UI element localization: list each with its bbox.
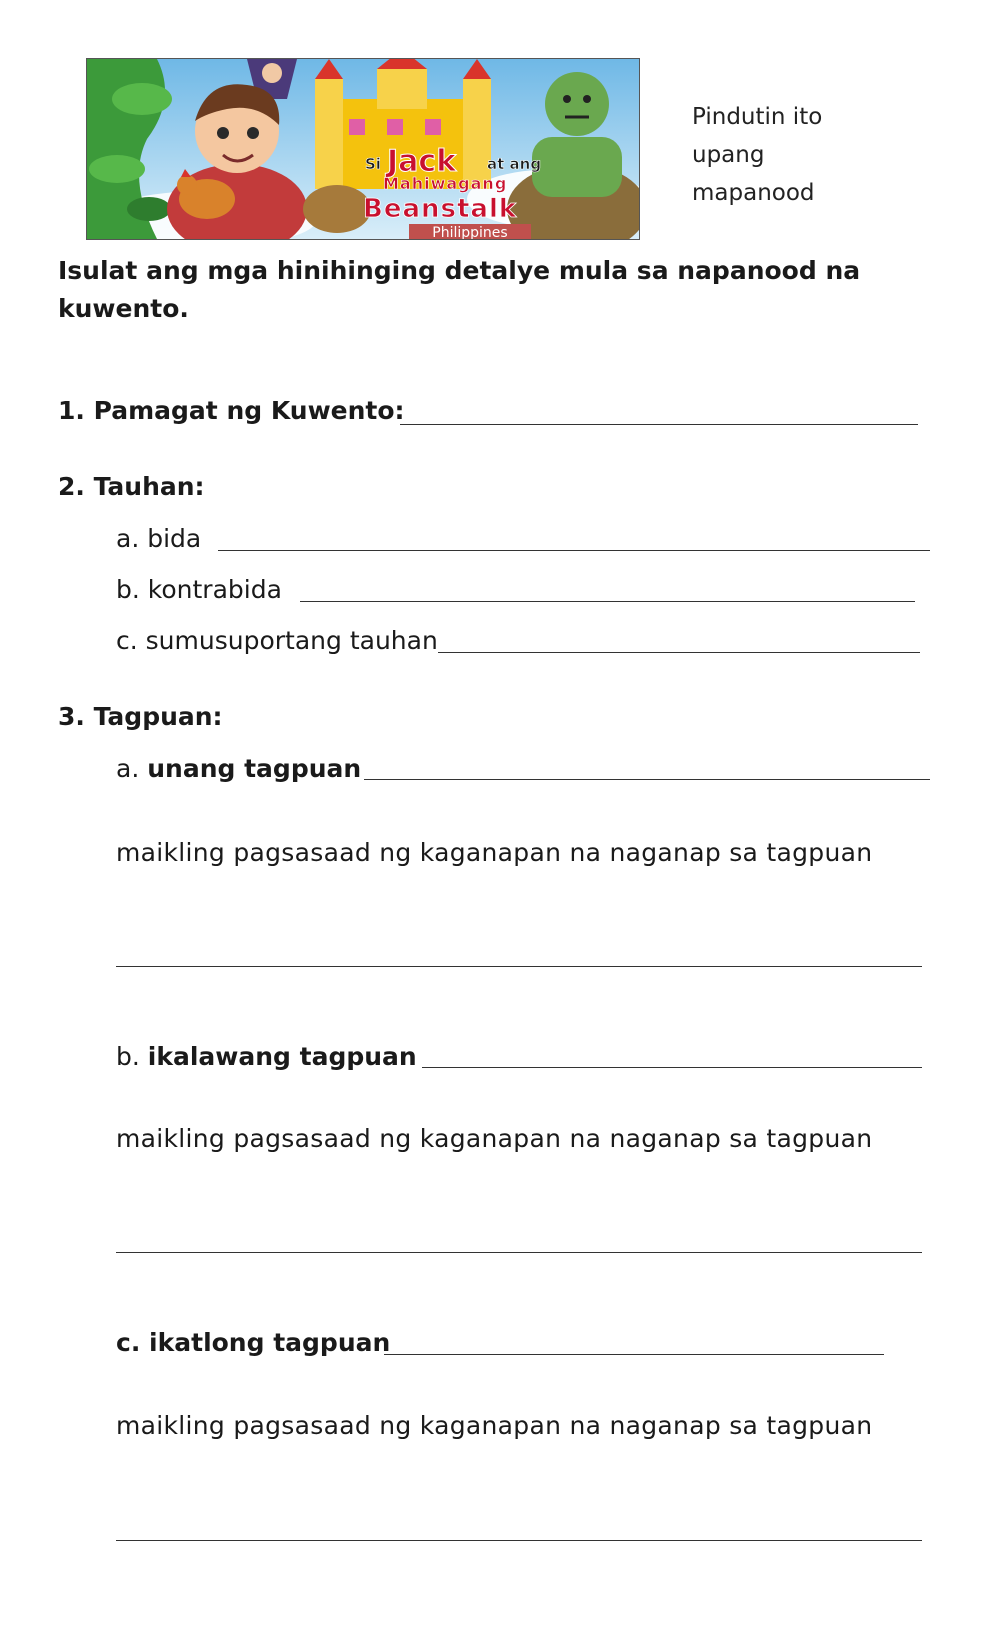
title-jack: Jack bbox=[387, 144, 457, 179]
q3-label: 3. Tagpuan: bbox=[58, 702, 223, 731]
thumbnail-illustration bbox=[87, 59, 639, 239]
link-line-2: upang bbox=[692, 142, 765, 168]
q2b-answer-line[interactable] bbox=[300, 601, 915, 602]
q3c-text: ikatlong tagpuan bbox=[149, 1328, 391, 1357]
instruction-text: Isulat ang mga hinihinging detalye mula sa napanood na kuwento. bbox=[58, 256, 861, 323]
title-beanstalk: Beanstalk bbox=[363, 194, 518, 224]
q3b-letter: b. bbox=[116, 1042, 140, 1071]
q2b-item bbox=[116, 575, 282, 605]
video-thumbnail[interactable] bbox=[86, 58, 640, 240]
title-mahiwagang: Mahiwagang bbox=[383, 174, 508, 193]
q3b-text: ikalawang tagpuan bbox=[147, 1042, 417, 1071]
watch-link-text[interactable] bbox=[692, 98, 892, 212]
q2c-text: sumusuportang tauhan bbox=[145, 626, 438, 655]
q2c-item bbox=[116, 626, 438, 656]
q2-label: 2. Tauhan: bbox=[58, 472, 205, 501]
title-at-ang: at ang bbox=[487, 155, 542, 173]
q2a-answer-line[interactable] bbox=[218, 550, 930, 551]
q3b-description-line[interactable] bbox=[116, 1252, 922, 1253]
link-line-1: Pindutin ito bbox=[692, 104, 823, 130]
q3c-description-line[interactable] bbox=[116, 1540, 922, 1541]
q3a-text: unang tagpuan bbox=[147, 754, 362, 783]
q3a-description: maikling pagsasaad ng kaganapan na naganap sa tagpuan bbox=[116, 838, 873, 867]
q3b-answer-line[interactable] bbox=[422, 1067, 922, 1068]
q1-label: 1. Pamagat ng Kuwento: bbox=[58, 396, 405, 425]
q1-answer-line[interactable] bbox=[400, 424, 918, 425]
q3c-letter: c. bbox=[116, 1328, 141, 1357]
q2b-letter: b. bbox=[116, 575, 140, 604]
q2c-letter: c. bbox=[116, 626, 138, 655]
title-si: Si bbox=[365, 155, 381, 173]
q3c-item bbox=[116, 1328, 390, 1358]
q2a-text: bida bbox=[147, 524, 202, 553]
philippines-badge-text: Philippines bbox=[432, 225, 508, 239]
q3a-item bbox=[116, 754, 361, 784]
q3a-description-line[interactable] bbox=[116, 966, 922, 967]
q2b-text: kontrabida bbox=[147, 575, 282, 604]
q3a-answer-line[interactable] bbox=[364, 779, 930, 780]
q2a-letter: a. bbox=[116, 524, 140, 553]
q2c-answer-line[interactable] bbox=[438, 652, 920, 653]
q3c-description: maikling pagsasaad ng kaganapan na naganap sa tagpuan bbox=[116, 1411, 873, 1440]
link-line-3: mapanood bbox=[692, 180, 815, 206]
q3a-letter: a. bbox=[116, 754, 140, 783]
q3c-answer-line[interactable] bbox=[384, 1354, 884, 1355]
q3b-description: maikling pagsasaad ng kaganapan na naganap sa tagpuan bbox=[116, 1124, 873, 1153]
q2a-item bbox=[116, 524, 201, 554]
q3b-item bbox=[116, 1042, 417, 1072]
